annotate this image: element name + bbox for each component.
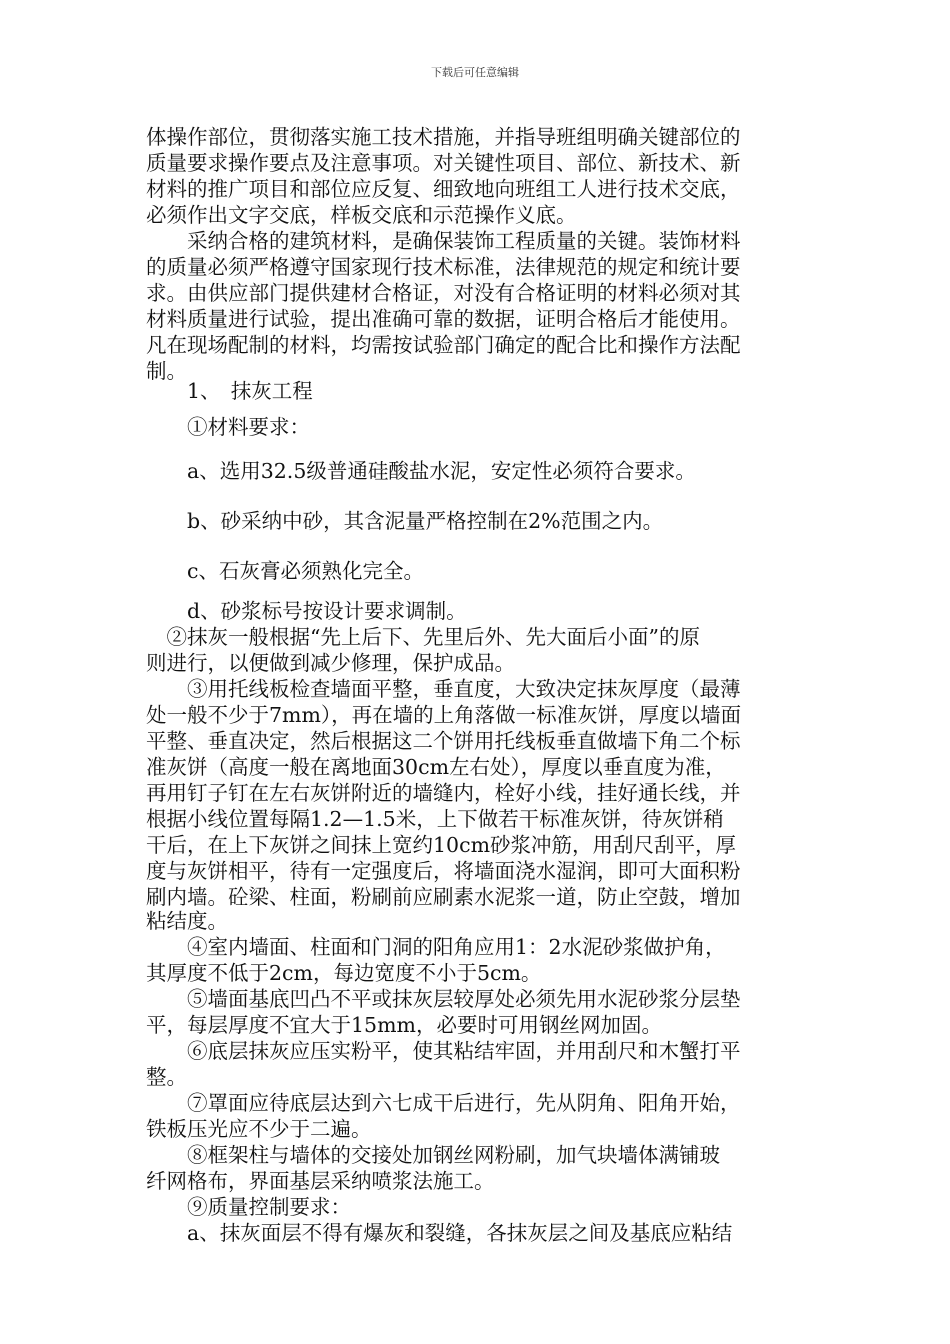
text-line: 材料的推广项目和部位应反复、细致地向班组工人进行技术交底，: [146, 177, 741, 201]
text-line: 必须作出文字交底，样板交底和示范操作义底。: [146, 203, 577, 227]
text-line: 质量要求操作要点及注意事项。对关键性项目、部位、新技术、新: [146, 151, 741, 175]
list-item: c、石灰膏必须熟化完全。: [146, 559, 424, 583]
text-line: ⑤墙面基底凹凸不平或抹灰层较厚处必须先用水泥砂浆分层垫: [146, 987, 741, 1011]
text-line: 纤网格布，界面基层采纳喷浆法施工。: [146, 1169, 495, 1193]
text-line: 根据小线位置每隔1.2—1.5米，上下做若干标准灰饼，待灰饼稍: [146, 807, 724, 831]
text-line: 铁板压光应不少于二遍。: [146, 1117, 372, 1141]
text-line: 凡在现场配制的材料，均需按试验部门确定的配合比和操作方法配: [146, 333, 741, 357]
list-item: d、砂浆标号按设计要求调制。: [146, 599, 467, 623]
text-line: ⑨质量控制要求：: [146, 1195, 351, 1219]
text-line: 刷内墙。砼梁、柱面，粉刷前应刷素水泥浆一道，防止空鼓，增加: [146, 885, 741, 909]
text-line: 准灰饼（高度一般在离地面30cm左右处），厚度以垂直度为准，: [146, 755, 726, 779]
text-line: ④室内墙面、柱面和门洞的阳角应用1：2水泥砂浆做护角，: [146, 935, 726, 959]
text-line: ⑧框架柱与墙体的交接处加钢丝网粉刷，加气块墙体满铺玻: [146, 1143, 720, 1167]
text-line: 粘结度。: [146, 909, 228, 933]
text-line: 的质量必须严格遵守国家现行技术标准，法律规范的规定和统计要: [146, 255, 741, 279]
text-line: 制。: [146, 359, 187, 383]
text-line: 平，每层厚度不宜大于15mm，必要时可用钢丝网加固。: [146, 1013, 662, 1037]
page-header: 下载后可任意编辑: [431, 66, 519, 79]
text-line: 体操作部位，贯彻落实施工技术措施，并指导班组明确关键部位的: [146, 125, 741, 149]
list-item: b、砂采纳中砂，其含泥量严格控制在2%范围之内。: [146, 509, 664, 533]
text-line: 则进行，以便做到减少修理，保护成品。: [146, 651, 515, 675]
subsection-heading: ①材料要求：: [146, 415, 310, 439]
text-line: 干后，在上下灰饼之间抹上宽约10cm砂浆冲筋，用刮尺刮平，厚: [146, 833, 737, 857]
text-line: ②抹灰一般根据“先上后下、先里后外、先大面后小面”的原: [146, 625, 700, 649]
text-line: 采纳合格的建筑材料，是确保装饰工程质量的关键。装饰材料: [146, 229, 741, 253]
text-line: 其厚度不低于2cm，每边宽度不小于5cm。: [146, 961, 542, 985]
section-heading: 1、 抹灰工程: [146, 379, 313, 403]
text-line: ⑥底层抹灰应压实粉平，使其粘结牢固，并用刮尺和木蟹打平: [146, 1039, 741, 1063]
text-line: 再用钉子钉在左右灰饼附近的墙缝内，栓好小线，挂好通长线，并: [146, 781, 741, 805]
text-line: 整。: [146, 1065, 187, 1089]
text-line: a、抹灰面层不得有爆灰和裂缝，各抹灰层之间及基底应粘结: [146, 1221, 733, 1245]
text-line: 平整、垂直决定，然后根据这二个饼用托线板垂直做墙下角二个标: [146, 729, 741, 753]
text-line: ⑦罩面应待底层达到六七成干后进行，先从阴角、阳角开始，: [146, 1091, 741, 1115]
text-line: 度与灰饼相平，待有一定强度后，将墙面浇水湿润，即可大面积粉: [146, 859, 741, 883]
text-line: 求。由供应部门提供建材合格证，对没有合格证明的材料必须对其: [146, 281, 741, 305]
text-line: 处一般不少于7mm），再在墙的上角落做一标准灰饼，厚度以墙面: [146, 703, 742, 727]
list-item: a、选用32.5级普通硅酸盐水泥，安定性必须符合要求。: [146, 459, 696, 483]
text-line: 材料质量进行试验，提出准确可靠的数据，证明合格后才能使用。: [146, 307, 741, 331]
text-line: ③用托线板检查墙面平整，垂直度，大致决定抹灰厚度（最薄: [146, 677, 741, 701]
